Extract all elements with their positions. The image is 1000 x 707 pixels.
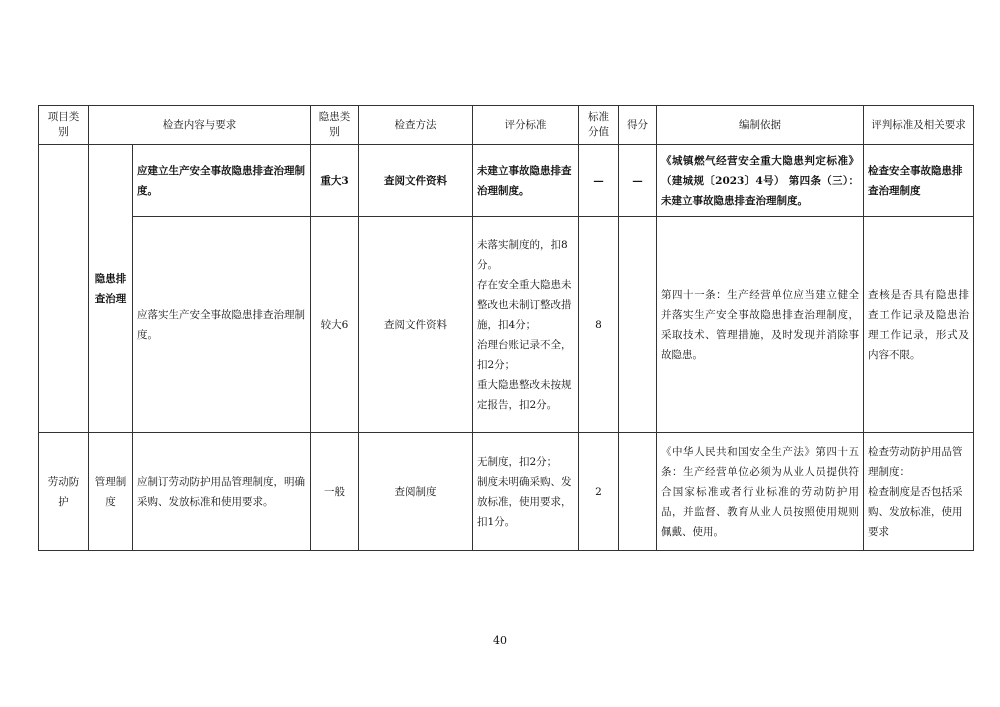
header-row xyxy=(39,106,974,145)
content-cell: 应制订劳动防护用品管理制度，明确采购、发放标准和使用要求。 xyxy=(133,433,311,551)
scoring-line: 制度未明确采购、发放标准，使用要求，扣1分。 xyxy=(477,475,572,528)
method-cell: 查阅制度 xyxy=(359,433,473,551)
method-cell: 查阅文件资料 xyxy=(359,145,473,217)
criteria-line: 检查制度是否包括采购、发放标准，使用要求 xyxy=(868,485,963,538)
scoring-line: 治理台账记录不全，扣2分； xyxy=(477,338,572,371)
content-cell: 应建立生产安全事故隐患排查治理制度。 xyxy=(133,145,311,217)
criteria-cell: 查核是否具有隐患排查工作记录及隐患治理工作记录，形式及内容不限。 xyxy=(864,217,974,433)
header-hazard: 隐患类别 xyxy=(311,106,359,145)
header-content: 检查内容与要求 xyxy=(89,106,311,145)
scoring-line: 重大隐患整改未按规定报告，扣2分。 xyxy=(477,378,572,411)
table-row xyxy=(39,217,974,433)
category-cell xyxy=(39,145,89,433)
score-cell: — xyxy=(619,145,657,217)
criteria-cell xyxy=(864,433,974,551)
header-scoring: 评分标准 xyxy=(473,106,579,145)
inspection-table xyxy=(38,105,974,551)
scoring-cell xyxy=(473,433,579,551)
score-cell xyxy=(619,433,657,551)
scoring-cell: 未建立事故隐患排查治理制度。 xyxy=(473,145,579,217)
method-cell: 查阅文件资料 xyxy=(359,217,473,433)
header-category: 项目类别 xyxy=(39,106,89,145)
standard-score-cell: — xyxy=(579,145,619,217)
category-cell: 劳动防护 xyxy=(39,433,89,551)
standard-score-cell: 8 xyxy=(579,217,619,433)
basis-cell: 第四十一条：生产经营单位应当建立健全并落实生产安全事故隐患排查治理制度，采取技术、管理措施，及时发现并消除事故隐患。 xyxy=(657,217,864,433)
header-basis: 编制依据 xyxy=(657,106,864,145)
standard-score-cell: 2 xyxy=(579,433,619,551)
header-score: 得分 xyxy=(619,106,657,145)
hazard-cell: 一般 xyxy=(311,433,359,551)
page-number: 40 xyxy=(493,634,507,647)
header-criteria: 评判标准及相关要求 xyxy=(864,106,974,145)
table-row xyxy=(39,433,974,551)
scoring-line: 无制度，扣2分； xyxy=(477,455,558,468)
sub-category-cell: 隐患排查治理 xyxy=(89,145,133,433)
hazard-cell: 重大3 xyxy=(311,145,359,217)
table-row xyxy=(39,145,974,217)
basis-cell: 《中华人民共和国安全生产法》第四十五条：生产经营单位必须为从业人员提供符合国家标准或者行业标准的劳动防护用品，并监督、教育从业人员按照使用规则佩戴、使用。 xyxy=(657,433,864,551)
scoring-line: 存在安全重大隐患未整改也未制订整改措施，扣4分； xyxy=(477,278,572,331)
criteria-line: 检查劳动防护用品管理制度： xyxy=(868,445,963,478)
score-cell xyxy=(619,217,657,433)
scoring-line: 未落实制度的，扣8分。 xyxy=(477,238,568,271)
sub-category-cell: 管理制度 xyxy=(89,433,133,551)
scoring-cell xyxy=(473,217,579,433)
header-method: 检查方法 xyxy=(359,106,473,145)
content-cell: 应落实生产安全事故隐患排查治理制度。 xyxy=(133,217,311,433)
criteria-cell: 检查安全事故隐患排查治理制度 xyxy=(864,145,974,217)
header-standard-score: 标准分值 xyxy=(579,106,619,145)
basis-cell: 《城镇燃气经营安全重大隐患判定标准》（建城规〔2023〕4号） 第四条（三）：未建立事故隐患排查治理制度。 xyxy=(657,145,864,217)
hazard-cell: 较大6 xyxy=(311,217,359,433)
